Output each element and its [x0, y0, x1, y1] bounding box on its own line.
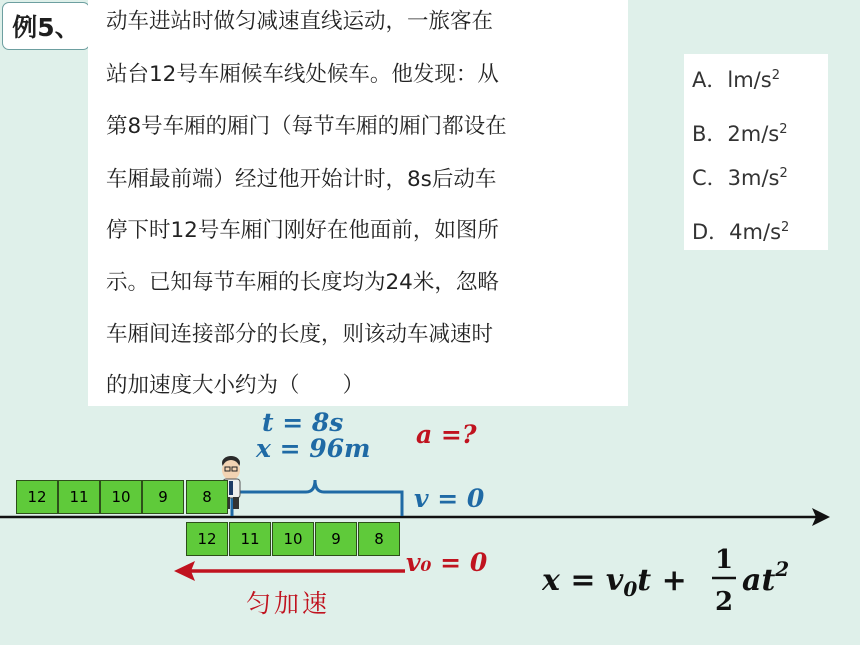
kinematics-formula	[542, 538, 817, 618]
question-line: 站台12号车厢候车线处候车。他发现：从	[106, 62, 499, 87]
top-train-car: 12	[16, 480, 58, 514]
option-a[interactable]	[692, 64, 780, 94]
top-train-car: 11	[58, 480, 100, 514]
top-train-car: 10	[100, 480, 142, 514]
time-label: t = 8s	[262, 408, 344, 437]
option-c[interactable]	[692, 162, 788, 192]
example-tag: 例5、	[2, 2, 90, 50]
top-train-car: 8	[186, 480, 228, 514]
option-d-sup: 2	[781, 220, 790, 235]
accel-arrow-icon	[174, 561, 195, 581]
svg-text:2: 2	[714, 587, 734, 617]
option-d-label: D．4m/s	[692, 220, 782, 244]
option-b-sup: 2	[779, 122, 788, 137]
option-a-sup: 2	[771, 68, 780, 83]
bottom-train-car: 12	[186, 522, 228, 556]
option-b-label: B．2m/s	[692, 122, 780, 146]
option-c-sup: 2	[779, 166, 788, 181]
bottom-train-car: 11	[229, 522, 271, 556]
option-d[interactable]	[692, 216, 789, 246]
option-a-label: A．lm/s	[692, 68, 772, 92]
question-line: 停下时12号车厢门刚好在他面前，如图所	[106, 218, 499, 243]
question-line: 示。已知每节车厢的长度均为24米，忽略	[106, 270, 499, 295]
svg-text:1: 1	[714, 545, 734, 575]
option-b[interactable]	[692, 118, 788, 148]
question-line: 第8号车厢的厢门（每节车厢的厢门都设在	[106, 114, 507, 139]
options-box	[684, 54, 828, 250]
question-line: 车厢最前端）经过他开始计时，8s后动车	[106, 167, 497, 192]
acceleration-label: a =?	[416, 420, 477, 449]
question-line: 车厢间连接部分的长度，则该动车减速时	[106, 322, 494, 347]
question-line: 的加速度大小约为（ ）	[106, 373, 365, 398]
svg-text:x = v0t +: $x = v_0t$ +	[542, 563, 687, 601]
question-line: 动车进站时做匀减速直线运动，一旅客在	[106, 9, 494, 34]
distance-brace	[232, 480, 402, 516]
svg-text:at2: $at^2$	[742, 557, 790, 598]
top-train-car: 9	[142, 480, 184, 514]
distance-label: x = 96m	[256, 434, 371, 463]
final-velocity-label: v = 0	[414, 484, 485, 513]
track-arrow-icon	[812, 508, 830, 526]
option-c-label: C．3m/s	[692, 166, 780, 190]
question-box	[88, 0, 628, 406]
initial-velocity-label: v₀ = 0	[406, 548, 488, 577]
uniform-acceleration-label: 匀加速	[246, 589, 331, 618]
bottom-train-car: 9	[315, 522, 357, 556]
bottom-train-car: 10	[272, 522, 314, 556]
bottom-train-car: 8	[358, 522, 400, 556]
